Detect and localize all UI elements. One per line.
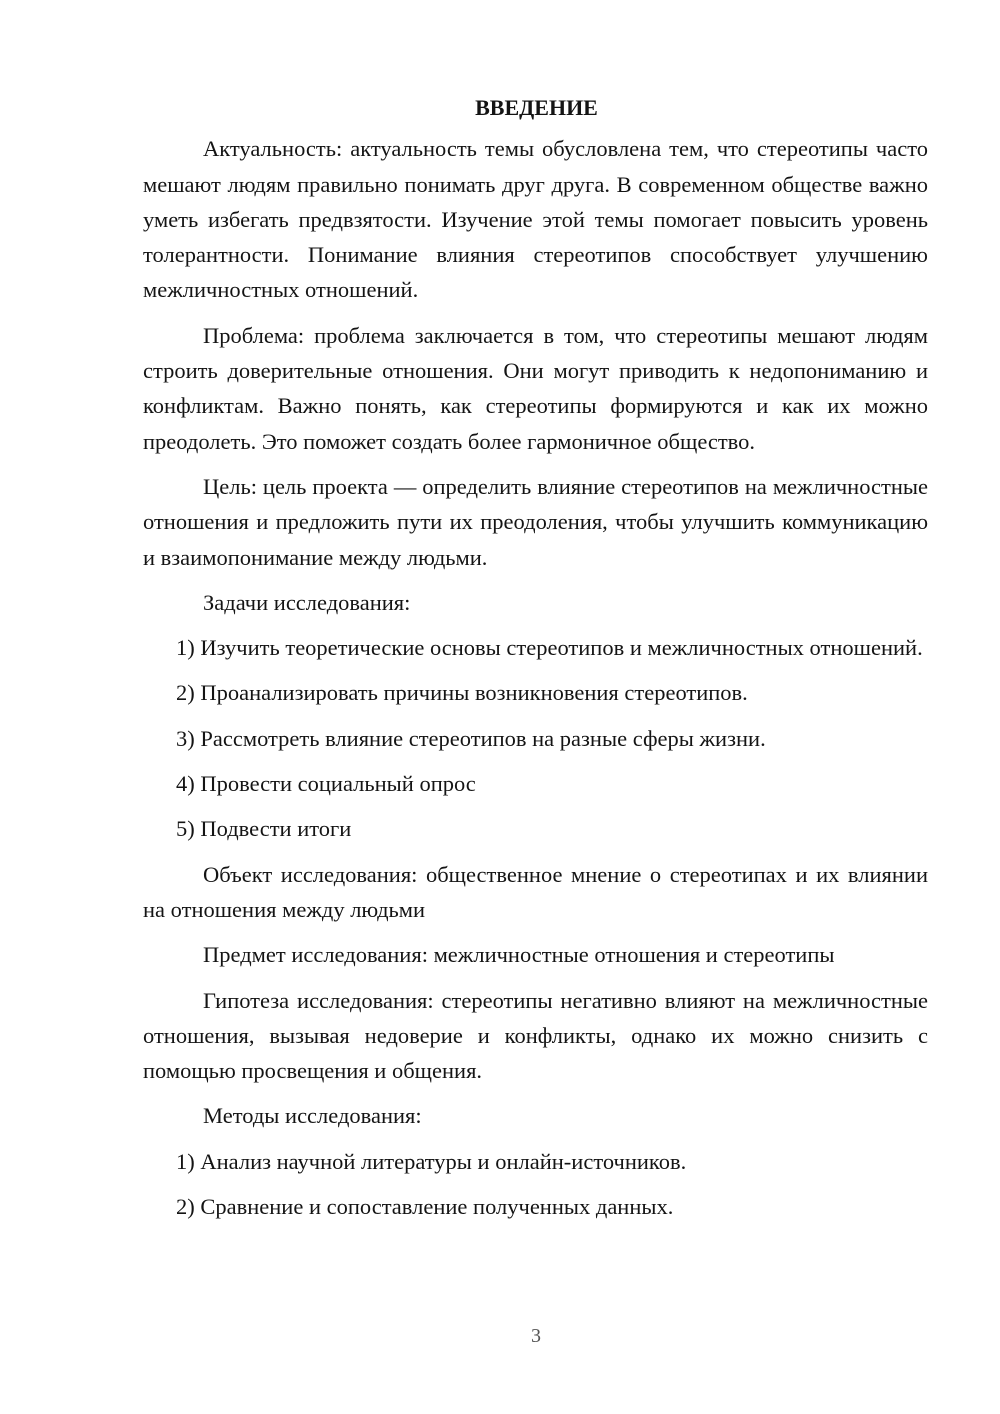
methods-heading: Методы исследования: [203, 1103, 422, 1129]
object-paragraph: Объект исследования: общественное мнение о стереотипах и их влиянии на отношения между людьми [143, 861, 928, 922]
task-item: 5) Подвести итоги [176, 816, 352, 842]
page-number: 3 [531, 1325, 541, 1347]
hypothesis-paragraph: Гипотеза исследования: стереотипы негативно влияют на межличностные отношения, вызывая недоверие и конфликты, однако их можно снизить с помощью просвещения и общения. [143, 987, 928, 1084]
method-item: 2) Сравнение и сопоставление полученных данных. [176, 1194, 674, 1220]
method-item: 1) Анализ научной литературы и онлайн-источников. [176, 1148, 687, 1174]
task-item: 1) Изучить теоретические основы стереотипов и межличностных отношений. [176, 635, 923, 661]
document-page [143, 90, 928, 1234]
subject-paragraph: Предмет исследования: межличностные отношения и стереотипы [203, 942, 835, 968]
task-item: 4) Провести социальный опрос [176, 771, 476, 797]
tasks-heading: Задачи исследования: [203, 589, 411, 615]
page-title: ВВЕДЕНИЕ [475, 95, 598, 120]
task-item: 3) Рассмотреть влияние стереотипов на разные сферы жизни. [176, 725, 766, 751]
goal-paragraph: Цель: цель проекта — определить влияние стереотипов на межличностные отношения и предложить пути их преодоления, чтобы улучшить коммуникацию и взаимопонимание между людьми. [143, 473, 928, 570]
relevance-paragraph: Актуальность: актуальность темы обусловлена тем, что стереотипы часто мешают людям правильно понимать друг друга. В современном обществе важно уметь избегать предвзятости. Изучение этой темы помогает повысить уровень толерантности. Понимание влияния стереотипов способствует улучшению межличностных отношений. [143, 136, 928, 303]
problem-paragraph: Проблема: проблема заключается в том, что стереотипы мешают людям строить доверительные отношения. Они могут приводить к недопониманию и конфликтам. Важно понять, как стереотипы формируются и как их можно преодолеть. Это поможет создать более гармоничное общество. [143, 322, 928, 454]
task-item: 2) Проанализировать причины возникновения стереотипов. [176, 680, 748, 706]
